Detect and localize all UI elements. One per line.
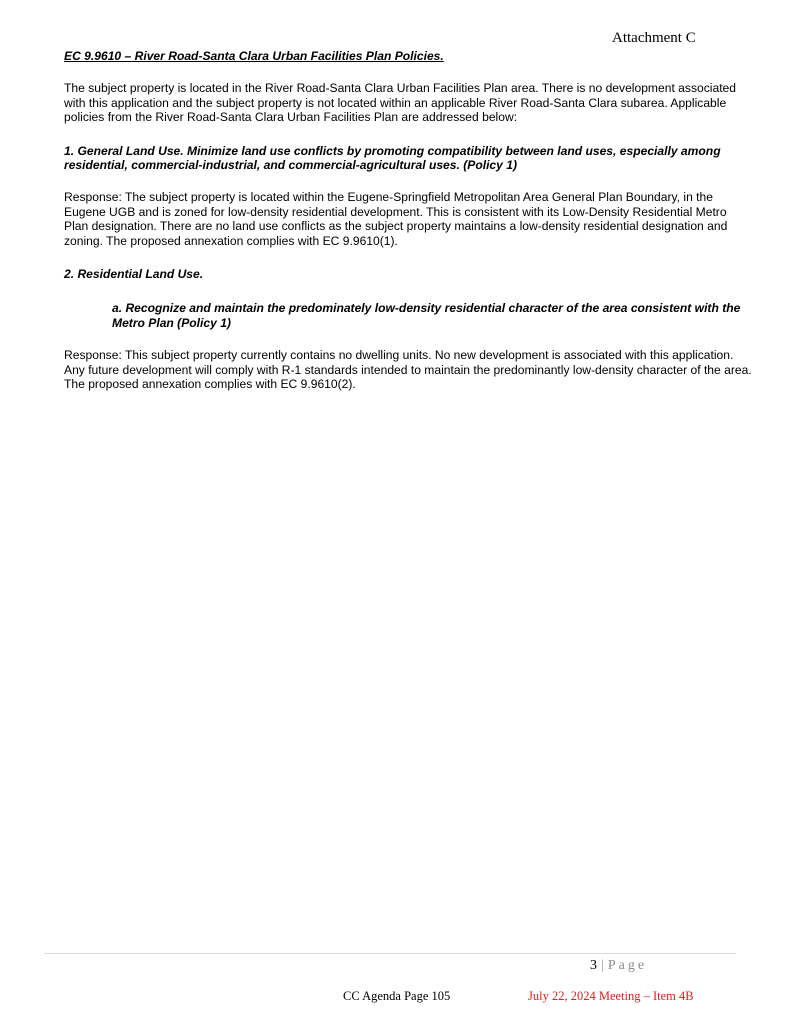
policy-2a-heading: a. Recognize and maintain the predominately low-density residential character of the area consistent with the Metro Plan (Policy 1) [112,301,741,330]
attachment-label: Attachment C [612,30,696,46]
page-separator: | [601,958,604,973]
page-number [590,958,647,974]
intro-paragraph: The subject property is located in the River Road-Santa Clara Urban Facilities Plan area. There is no development associated with this application and the subject property is not located within an applicable River Road-Santa Clara subarea. Applicable policies from the River Road-Santa Clara Urban Facilities Plan are addressed below: [64,81,737,125]
footer-divider [44,953,736,954]
policy-1-response: Response: The subject property is located within the Eugene-Springfield Metropolitan Area General Plan Boundary, in the Eugene UGB and is zoned for low-density residential development. This is consistent with its Low-Density Residential Metro Plan designation. There are no land use conflicts as the subject property maintains a low-density residential designation and zoning. The proposed annexation complies with EC 9.9610(1). [64,190,728,248]
section-title: EC 9.9610 – River Road-Santa Clara Urban Facilities Plan Policies. [64,49,444,63]
agenda-page-label: CC Agenda Page 105 [343,989,451,1003]
page-number-value: 3 [590,958,597,973]
page-word: Page [607,958,648,973]
policy-1-heading: 1. General Land Use. Minimize land use conflicts by promoting compatibility between land uses, especially among residential, commercial-industrial, and commercial-agricultural uses. (Policy 1) [64,143,721,173]
meeting-label: July 22, 2024 Meeting – Item 4B [528,989,694,1003]
document-body [64,49,754,411]
policy-2-response: Response: This subject property currently contains no dwelling units. No new development is associated with this application. Any future development will comply with R-1 standards intended to maintain the predominantly low-density character of the area. The proposed annexation complies with EC 9.9610(2). [64,348,752,392]
policy-2-heading: 2. Residential Land Use. [64,267,204,282]
